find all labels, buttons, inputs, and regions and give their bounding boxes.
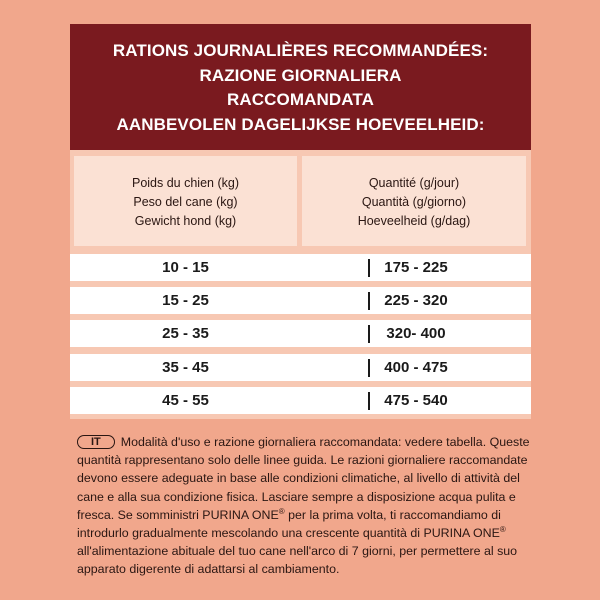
note-line: cane e alla sua condizione fisica. Lasciare sempre a disposizione acqua pulita e [77,489,516,504]
title-line-nl: AANBEVOLEN DAGELIJKSE HOEVEELHEID: [116,114,485,134]
row-quantity: 400 - 475 [384,359,448,376]
note-text: per la prima volta, ti raccomandiamo di [284,507,501,522]
row-quantity: 320- 400 [386,325,446,342]
note-text: Modalità d'uso e razione giornaliera raccomandata: vedere tabella. Queste [120,435,530,449]
note-line: quantità rappresentano solo delle linee guida. Le razioni giornaliere raccomandate [77,453,528,468]
table-title [70,24,531,150]
note-line [77,524,527,542]
note-line: apparato digerente di adattarsi al cambiamento. [77,562,340,577]
row-quantity: 475 - 540 [384,392,448,409]
note-line [77,433,530,451]
registered-mark: ® [499,524,506,534]
header-weight-nl: Gewicht hond (kg) [134,214,237,228]
header-quantity-nl: Hoeveelheid (g/dag) [357,214,471,228]
row-quantity: 225 - 320 [384,292,448,309]
note-text: fresca. Se somministri PURINA ONE [77,507,279,522]
table-row [70,387,531,414]
registered-mark: ® [278,506,285,516]
note-text: introdurlo gradualmente mescolando una crescente quantità di PURINA ONE [77,526,500,541]
header-quantity-fr: Quantité (g/jour) [368,176,460,190]
row-weight: 15 - 25 [162,292,209,309]
row-weight: 10 - 15 [162,259,209,276]
title-line-it-2: RACCOMANDATA [227,90,374,109]
language-badge: IT [77,435,115,449]
table-row [70,320,531,347]
header-weight-fr: Poids du chien (kg) [131,176,239,190]
note-line [77,506,527,524]
row-weight: 45 - 55 [162,392,209,409]
title-line-it-1: RAZIONE GIORNALIERA [199,65,402,85]
header-weight-it: Peso del cane (kg) [133,195,238,209]
table-row [70,287,531,314]
header-daily-quantity [302,156,526,246]
row-quantity: 175 - 225 [384,259,448,276]
header-dog-weight [74,156,297,246]
table-row [70,254,531,281]
note-line: devono essere adeguate in base alle condizioni climatiche, al livello di attività del [77,471,520,486]
header-quantity-it: Quantità (g/giorno) [361,195,467,209]
title-line-fr: RATIONS JOURNALIÈRES RECOMMANDÉES: [112,41,489,60]
row-weight: 35 - 45 [162,359,209,376]
usage-note [77,433,530,579]
row-weight: 25 - 35 [162,325,209,342]
note-line: all'alimentazione abituale del tuo cane nell'arco di 7 giorni, per permettere al suo [77,544,518,559]
table-row [70,354,531,381]
